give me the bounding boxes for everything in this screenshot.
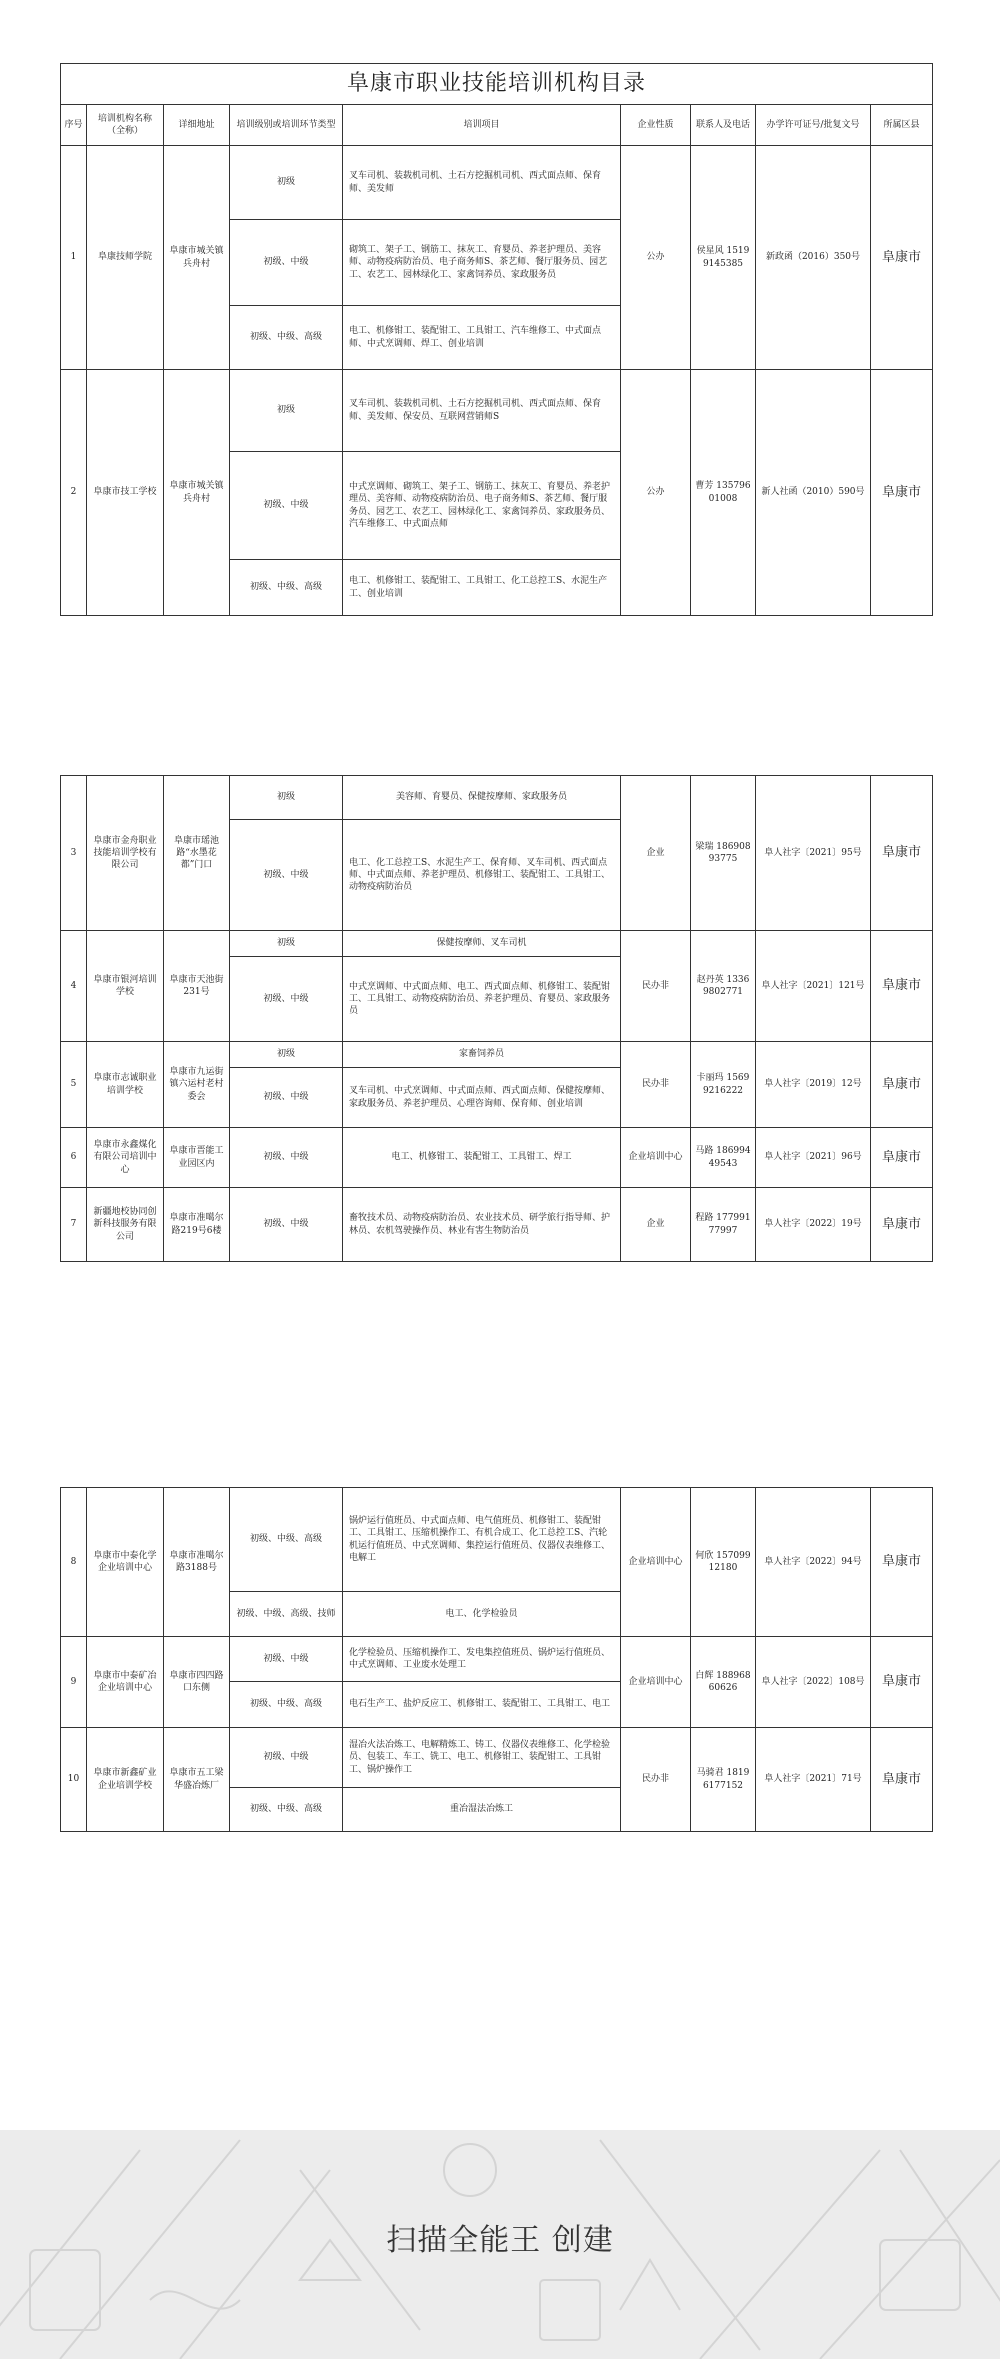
header-no: 序号 (61, 105, 87, 146)
cell-no: 10 (61, 1728, 87, 1832)
cell-district: 阜康市 (871, 776, 933, 931)
cell-level: 初级、中级 (230, 1188, 343, 1262)
scanner-watermark-footer (0, 2130, 1000, 2359)
header-nature: 企业性质 (621, 105, 691, 146)
cell-name: 新疆地校协同创新科技服务有限公司 (87, 1188, 164, 1262)
scanner-watermark-text: 扫描全能王 创建 (386, 2223, 614, 2258)
cell-contact: 程路 17799177997 (691, 1188, 756, 1262)
cell-level: 初级 (230, 776, 343, 820)
table-section-3 (60, 1487, 933, 1832)
cell-name: 阜康市银河培训学校 (87, 931, 164, 1042)
cell-items: 湿冶火法冶炼工、电解精炼工、铸工、仪器仪表维修工、化学检验员、包装工、车工、铣工、电工、机修钳工、装配钳工、工具钳工、锅炉操作工 (343, 1728, 621, 1788)
table-row (61, 776, 933, 820)
cell-no: 8 (61, 1488, 87, 1637)
cell-no: 3 (61, 776, 87, 931)
table-row (61, 1128, 933, 1188)
cell-level: 初级 (230, 146, 343, 220)
cell-level: 初级、中级、高级 (230, 560, 343, 616)
cell-district: 阜康市 (871, 1042, 933, 1128)
cell-district: 阜康市 (871, 1728, 933, 1832)
cell-contact: 何欣 15709912180 (691, 1488, 756, 1637)
cell-address: 阜康市五工梁华盛冶炼厂 (164, 1728, 230, 1832)
cell-address: 阜康市准噶尔路3188号 (164, 1488, 230, 1637)
cell-name: 阜康市技工学校 (87, 370, 164, 616)
cell-contact: 曹芳 13579601008 (691, 370, 756, 616)
cell-address: 阜康市九运街镇六运村老村委会 (164, 1042, 230, 1128)
cell-address: 阜康市晋能工业园区内 (164, 1128, 230, 1188)
cell-items: 电工、机修钳工、装配钳工、工具钳工、焊工 (343, 1128, 621, 1188)
cell-nature: 企业培训中心 (621, 1128, 691, 1188)
table-row (61, 1637, 933, 1682)
table-header-row (61, 105, 933, 146)
header-district: 所属区县 (871, 105, 933, 146)
cell-district: 阜康市 (871, 146, 933, 370)
cell-level: 初级、中级 (230, 957, 343, 1042)
cell-license: 新人社函（2010）590号 (756, 370, 871, 616)
cell-nature: 企业 (621, 776, 691, 931)
cell-items: 电工、化工总控工S、水泥生产工、保育师、叉车司机、西式面点师、中式面点师、养老护理员、机修钳工、装配钳工、工具钳工、动物疫病防治员 (343, 820, 621, 931)
cell-level: 初级、中级、高级 (230, 1488, 343, 1592)
cell-nature: 企业 (621, 1188, 691, 1262)
cell-level: 初级、中级 (230, 452, 343, 560)
cell-nature: 企业培训中心 (621, 1637, 691, 1728)
cell-license: 新政函（2016）350号 (756, 146, 871, 370)
cell-license: 阜人社字〔2021〕121号 (756, 931, 871, 1042)
cell-no: 7 (61, 1188, 87, 1262)
header-license: 办学许可证号/批复文号 (756, 105, 871, 146)
table-row (61, 931, 933, 957)
cell-items: 锅炉运行值班员、中式面点师、电气值班员、机修钳工、装配钳工、工具钳工、压缩机操作工、有机合成工、化工总控工S、汽轮机运行值班员、中式烹调师、集控运行值班员、仪器仪表维修工、电解工 (343, 1488, 621, 1592)
cell-level: 初级、中级 (230, 1728, 343, 1788)
cell-nature: 民办非 (621, 931, 691, 1042)
cell-no: 4 (61, 931, 87, 1042)
cell-nature: 民办非 (621, 1728, 691, 1832)
cell-address: 阜康市城关镇兵舟村 (164, 146, 230, 370)
cell-level: 初级、中级 (230, 220, 343, 306)
cell-items: 电工、机修钳工、装配钳工、工具钳工、化工总控工S、水泥生产工、创业培训 (343, 560, 621, 616)
cell-district: 阜康市 (871, 1128, 933, 1188)
cell-level: 初级、中级、高级、技师 (230, 1592, 343, 1637)
cell-name: 阜康市中泰矿冶企业培训中心 (87, 1637, 164, 1728)
cell-nature: 民办非 (621, 1042, 691, 1128)
document-title: 阜康市职业技能培训机构目录 (61, 64, 933, 105)
table-row (61, 1728, 933, 1788)
cell-level: 初级 (230, 931, 343, 957)
cell-address: 阜康市城关镇兵舟村 (164, 370, 230, 616)
cell-license: 阜人社字〔2021〕96号 (756, 1128, 871, 1188)
cell-contact: 侯星风 15199145385 (691, 146, 756, 370)
table-row (61, 146, 933, 220)
cell-contact: 梁瑞 18690893775 (691, 776, 756, 931)
cell-no: 9 (61, 1637, 87, 1728)
cell-items: 电工、机修钳工、装配钳工、工具钳工、汽车维修工、中式面点师、中式烹调师、焊工、创业培训 (343, 306, 621, 370)
cell-level: 初级、中级 (230, 1068, 343, 1128)
cell-name: 阜康市中泰化学企业培训中心 (87, 1488, 164, 1637)
cell-items: 重冶湿法冶炼工 (343, 1788, 621, 1832)
table-section-2 (60, 775, 933, 1262)
cell-level: 初级、中级 (230, 1637, 343, 1682)
cell-name: 阜康市志诚职业培训学校 (87, 1042, 164, 1128)
cell-no: 2 (61, 370, 87, 616)
table-row (61, 1042, 933, 1068)
cell-district: 阜康市 (871, 931, 933, 1042)
cell-level: 初级、中级 (230, 820, 343, 931)
cell-no: 1 (61, 146, 87, 370)
cell-contact: 马路 18699449543 (691, 1128, 756, 1188)
cell-items: 保健按摩师、叉车司机 (343, 931, 621, 957)
cell-nature: 企业培训中心 (621, 1488, 691, 1637)
header-items: 培训项目 (343, 105, 621, 146)
cell-license: 阜人社字〔2022〕108号 (756, 1637, 871, 1728)
cell-items: 中式烹调师、砌筑工、架子工、钢筋工、抹灰工、育婴员、养老护理员、美容师、动物疫病防治员、电子商务师S、茶艺师、餐厅服务员、园艺工、农艺工、园林绿化工、家禽饲养员、家政服务员、汽车维修工、中式面点师 (343, 452, 621, 560)
header-contact: 联系人及电话 (691, 105, 756, 146)
cell-no: 6 (61, 1128, 87, 1188)
cell-items: 叉车司机、中式烹调师、中式面点师、西式面点师、保健按摩师、家政服务员、养老护理员、心理咨询师、保育师、创业培训 (343, 1068, 621, 1128)
cell-address: 阜康市瑶池路“水墨花都”门口 (164, 776, 230, 931)
cell-items: 电工、化学检验员 (343, 1592, 621, 1637)
cell-items: 叉车司机、装载机司机、土石方挖掘机司机、西式面点师、保育师、美发师、保安员、互联网营销师S (343, 370, 621, 452)
cell-level: 初级、中级、高级 (230, 1788, 343, 1832)
cell-address: 阜康市天池街231号 (164, 931, 230, 1042)
cell-items: 化学检验员、压缩机操作工、发电集控值班员、锅炉运行值班员、中式烹调师、工业废水处理工 (343, 1637, 621, 1682)
table-section-1 (60, 63, 933, 616)
cell-items: 家畜饲养员 (343, 1042, 621, 1068)
cell-license: 阜人社字〔2021〕71号 (756, 1728, 871, 1832)
cell-contact: 赵丹英 13369802771 (691, 931, 756, 1042)
header-level: 培训级别或培训环节类型 (230, 105, 343, 146)
cell-district: 阜康市 (871, 1488, 933, 1637)
cell-level: 初级、中级 (230, 1128, 343, 1188)
cell-nature: 公办 (621, 370, 691, 616)
cell-level: 初级、中级、高级 (230, 306, 343, 370)
cell-items: 畜牧技术员、动物疫病防治员、农业技术员、研学旅行指导师、护林员、农机驾驶操作员、林业有害生物防治员 (343, 1188, 621, 1262)
cell-items: 中式烹调师、中式面点师、电工、西式面点师、机修钳工、装配钳工、工具钳工、动物疫病防治员、养老护理员、育婴员、家政服务员 (343, 957, 621, 1042)
cell-level: 初级 (230, 1042, 343, 1068)
table-row (61, 370, 933, 452)
cell-items: 美容师、育婴员、保健按摩师、家政服务员 (343, 776, 621, 820)
cell-level: 初级、中级、高级 (230, 1682, 343, 1728)
cell-level: 初级 (230, 370, 343, 452)
cell-license: 阜人社字〔2019〕12号 (756, 1042, 871, 1128)
cell-contact: 白辉 18896860626 (691, 1637, 756, 1728)
cell-items: 叉车司机、装载机司机、土石方挖掘机司机、西式面点师、保育师、美发师 (343, 146, 621, 220)
cell-license: 阜人社字〔2022〕94号 (756, 1488, 871, 1637)
cell-items: 砌筑工、架子工、钢筋工、抹灰工、育婴员、养老护理员、美容师、动物疫病防治员、电子商务师S、茶艺师、餐厅服务员、园艺工、农艺工、园林绿化工、家禽饲养员、家政服务员 (343, 220, 621, 306)
cell-items: 电石生产工、盐炉反应工、机修钳工、装配钳工、工具钳工、电工 (343, 1682, 621, 1728)
cell-license: 阜人社字〔2022〕19号 (756, 1188, 871, 1262)
cell-contact: 马骑君 18196177152 (691, 1728, 756, 1832)
table-row (61, 1488, 933, 1592)
cell-contact: 卡丽玛 15699216222 (691, 1042, 756, 1128)
header-name: 培训机构名称（全称） (87, 105, 164, 146)
cell-nature: 公办 (621, 146, 691, 370)
cell-name: 阜康市新鑫矿业企业培训学校 (87, 1728, 164, 1832)
cell-district: 阜康市 (871, 1637, 933, 1728)
cell-name: 阜康市永鑫煤化有限公司培训中心 (87, 1128, 164, 1188)
cell-name: 阜康技师学院 (87, 146, 164, 370)
header-address: 详细地址 (164, 105, 230, 146)
cell-no: 5 (61, 1042, 87, 1128)
cell-address: 阜康市四四路口东侧 (164, 1637, 230, 1728)
cell-district: 阜康市 (871, 1188, 933, 1262)
cell-license: 阜人社字〔2021〕95号 (756, 776, 871, 931)
cell-district: 阜康市 (871, 370, 933, 616)
table-row (61, 1188, 933, 1262)
cell-address: 阜康市准噶尔路219号6楼 (164, 1188, 230, 1262)
cell-name: 阜康市金舟职业技能培训学校有限公司 (87, 776, 164, 931)
